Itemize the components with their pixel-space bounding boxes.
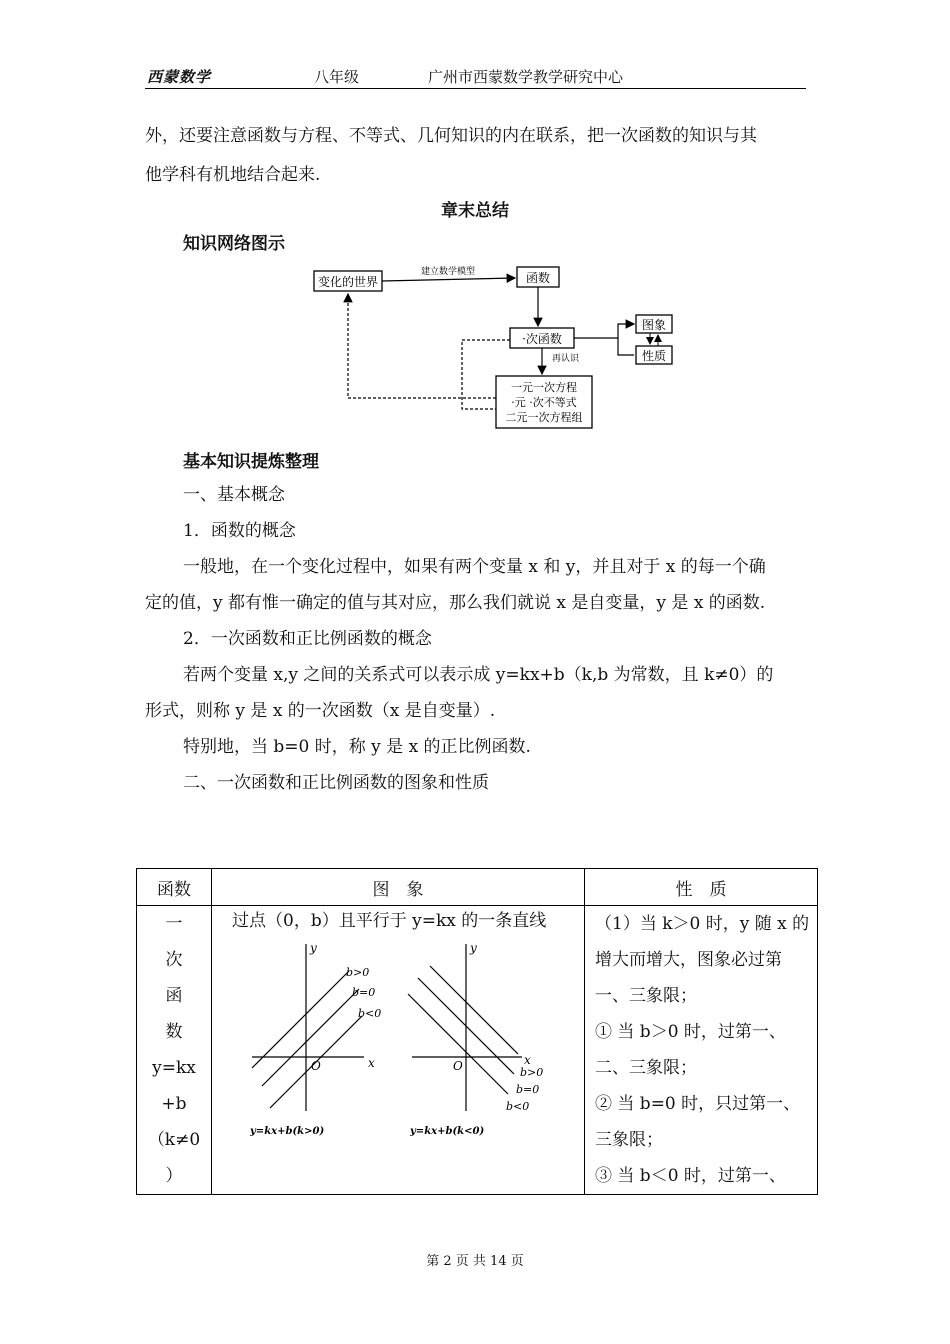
right-b-zero-label: b=0 [516,1083,540,1096]
right-y-label: y [470,941,477,955]
property-line: 三象限； [595,1130,663,1150]
right-b-pos-label: b>0 [520,1066,544,1079]
graph-right [408,941,543,1136]
right-origin-label: O [453,1059,463,1073]
property-line: ① 当 b＞0 时，过第一、 [595,1022,786,1042]
func-line: 数 [165,1022,183,1042]
func-line: 次 [165,950,183,970]
function-table [136,868,818,1195]
table-header-graph: 图 象 [212,869,585,906]
knowledge-map-heading: 知识网络图示 [183,234,285,254]
table-cell-property [585,906,818,1195]
table-header-function: 函数 [137,869,212,906]
section-1-2-line-1: 若两个变量 x,y 之间的关系式可以表示成 y=kx+b（k,b 为常数，且 k≠0）的 [183,665,774,685]
func-line: 函 [165,986,183,1006]
section-1-1-title: 1．函数的概念 [183,521,296,541]
left-line-b-pos [252,971,349,1068]
edge-linear-property [618,338,634,355]
intro-line-2: 他学科有机地结合起来. [145,165,321,185]
right-b-neg-label: b<0 [506,1100,530,1113]
knowledge-map-diagram [300,258,690,434]
section-2-title: 二、一次函数和正比例函数的图象和性质 [183,773,489,793]
header-center-name: 广州市西蒙数学教学研究中心 [428,68,624,86]
edge-dashed-eq-world [348,294,496,398]
page-footer: 第 2 页 共 14 页 [426,1254,524,1269]
edge-model-arrow [382,278,515,281]
func-line: ） [165,1166,183,1186]
edge-linear-graph [574,324,634,338]
func-line: 一 [165,914,183,934]
right-caption: y=kx+b(k<0) [410,1126,485,1136]
left-b-pos-label: b>0 [346,966,370,979]
left-b-neg-label: b<0 [358,1007,382,1020]
node-function: 函数 [525,271,551,285]
table-cell-function [137,906,212,1195]
property-line: 增大而增大，图象必过第 [595,950,782,970]
left-x-label: x [368,1056,375,1070]
graph-description: 过点（0，b）且平行于 y=kx 的一条直线 [232,911,547,931]
right-line-b-pos [430,966,518,1054]
intro-line-1: 外，还要注意函数与方程、不等式、几何知识的内在联系，把一次函数的知识与其 [145,126,757,146]
left-y-label: y [310,941,317,955]
edge-model-label: 建立数学模型 [420,267,476,277]
section-1-2-line-2: 形式，则称 y 是 x 的一次函数（x 是自变量）. [145,701,496,721]
section-1-2-title: 2．一次函数和正比例函数的概念 [183,629,432,649]
section-1-2-line-3: 特别地，当 b=0 时，称 y 是 x 的正比例函数. [183,737,531,757]
property-line: 一、三象限； [595,986,697,1006]
property-line: ③ 当 b＜0 时，过第一、 [595,1166,786,1186]
func-line: y=kx [152,1058,196,1078]
section-1-1-line-2: 定的值，y 都有惟一确定的值与其对应，那么我们就说 x 是自变量，y 是 x 的函数. [145,593,766,613]
graph-left [249,941,381,1136]
node-eq3: 二元一次方程组 [505,411,583,424]
left-b-zero-label: b=0 [352,986,376,999]
basics-heading: 基本知识提炼整理 [183,452,319,472]
property-line: ② 当 b=0 时，只过第一、 [595,1094,801,1114]
node-graph: 图象 [641,318,667,332]
property-line: （1）当 k＞0 时，y 随 x 的 [595,914,810,934]
right-line-b-neg [408,994,508,1094]
chapter-title: 章末总结 [441,201,509,221]
header-brand: 西蒙数学 [147,68,212,86]
left-caption: y=kx+b(k>0) [250,1126,325,1136]
section-1-1-line-1: 一般地，在一个变化过程中，如果有两个变量 x 和 y，并且对于 x 的每一个确 [183,557,766,577]
edge-recognize-label: 再认识 [552,354,580,364]
node-eq1: 一元一次方程 [511,381,577,394]
table-header-property: 性 质 [585,869,818,906]
left-origin-label: O [311,1059,321,1073]
graphs-svg [212,936,584,1136]
header-grade: 八年级 [314,68,360,86]
node-eq2: ·元 ·次不等式 [511,396,577,409]
func-line: （k≠0 [147,1130,201,1150]
table-cell-graph [212,906,585,1195]
node-world: 变化的世界 [317,275,379,289]
func-line: +b [161,1094,187,1114]
property-line: 二、三象限； [595,1058,697,1078]
right-x-label: x [524,1053,531,1067]
section-1-title: 一、基本概念 [183,485,285,505]
node-property: 性质 [641,349,667,363]
edge-dashed-linear-eq [462,340,510,409]
header-rule [145,88,806,89]
node-linear: ·次函数 [522,332,562,346]
